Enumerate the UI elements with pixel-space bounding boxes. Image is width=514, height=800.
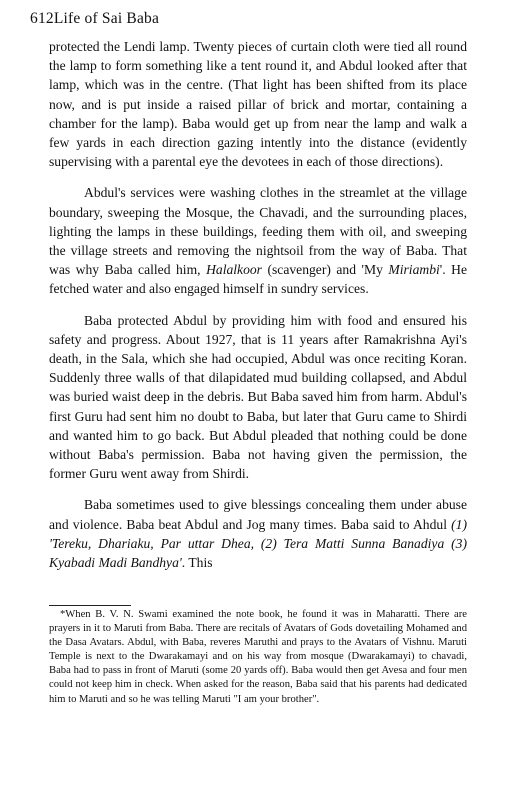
- book-title: Life of Sai Baba: [53, 10, 160, 27]
- paragraph-4: [49, 495, 467, 572]
- baba-sayings: (1) 'Tereku, Dhariaku, Par uttar Dhea, (2) Tera Matti Sunna Banadiya (3) Kyabadi Madi Bandhya': [49, 516, 467, 571]
- paragraph-1: protected the Lendi lamp. Twenty pieces of curtain cloth were tied all round the lamp to form something like a tent round it, and Abdul looked after that lamp, which was in the centre. (That light has been shifted from its place now, and is put inside a raised pillar of brick and mortar, containing a chamber for the lamp). Baba would get up from near the lamp and walk a few yards in each direction gazing intently into the distance (evidently supervising with a parental eye the devotees in each of those directions).: [49, 39, 467, 170]
- footnote-rule: [49, 605, 131, 606]
- footnote-text: *When B. V. N. Swami examined the note book, he found it was in Maharatti. There are prayers in it to Maruti from Baba. There are recitals of Avatars of Gods dovetailing Mohamed and the Dasa Avatars. Abdul, with Baba, reveres Maruthi and prays to the Avatars of Vishnu. Maruti Temple is next to the Dwarakamayi and on his way from mosque (Dwarakamayi) to chavadi, Baba had to pass in front of Maruti (some 20 yards off). Baba would then get Avesa and four men could not keep him in check. When asked for the reason, Baba said that his parents had dedicated him to Maruti and so he was telling Maruti "I am your brother".: [49, 609, 467, 705]
- term-miriambi: Miriambi: [388, 262, 440, 278]
- paragraph-4-text-b: . This: [181, 555, 213, 571]
- term-halalkoor: Halalkoor: [206, 262, 262, 278]
- running-header: [30, 10, 159, 28]
- paragraph-2-text-a: Abdul's services were washing clothes in the streamlet at the village boundary, sweeping the Mosque, the Chavadi, and the surrounding places, lighting the lamps in these buildings, feeding them with oil, and sweeping the village streets and removing the nightsoil from the way of Baba. That was why Baba called him,: [49, 185, 467, 278]
- body-text: [49, 37, 467, 572]
- footnote: [49, 608, 467, 707]
- paragraph-2-text-c: '. He fetched water and also engaged himself in sundry services.: [49, 262, 467, 297]
- paragraph-4-text-a: Baba sometimes used to give blessings concealing them under abuse and violence. Baba beat Abdul and Jog many times. Baba said to Ahdul: [49, 497, 467, 532]
- paragraph-3: Baba protected Abdul by providing him with food and ensured his safety and progress. About 1927, that is 11 years after Ramakrishna Ayi's death, in the Sala, which she had occupied, Abdul was once reciting Koran. Suddenly three walls of that dilapidated mud building collapsed, and Abdul was buried waist deep in the debris. But Baba saved him from harm. Abdul's first Guru had sent him no doubt to Baba, but later that Guru came to Shirdi and wanted him to go back. But Abdul pleaded that nothing could be done without Baba's permission. Baba not having given the permission, the former Guru went away from Shirdi.: [49, 312, 467, 482]
- page-number: 612: [30, 10, 54, 27]
- paragraph-2: [49, 183, 467, 298]
- paragraph-2-text-b: (scavenger) and 'My: [261, 262, 389, 278]
